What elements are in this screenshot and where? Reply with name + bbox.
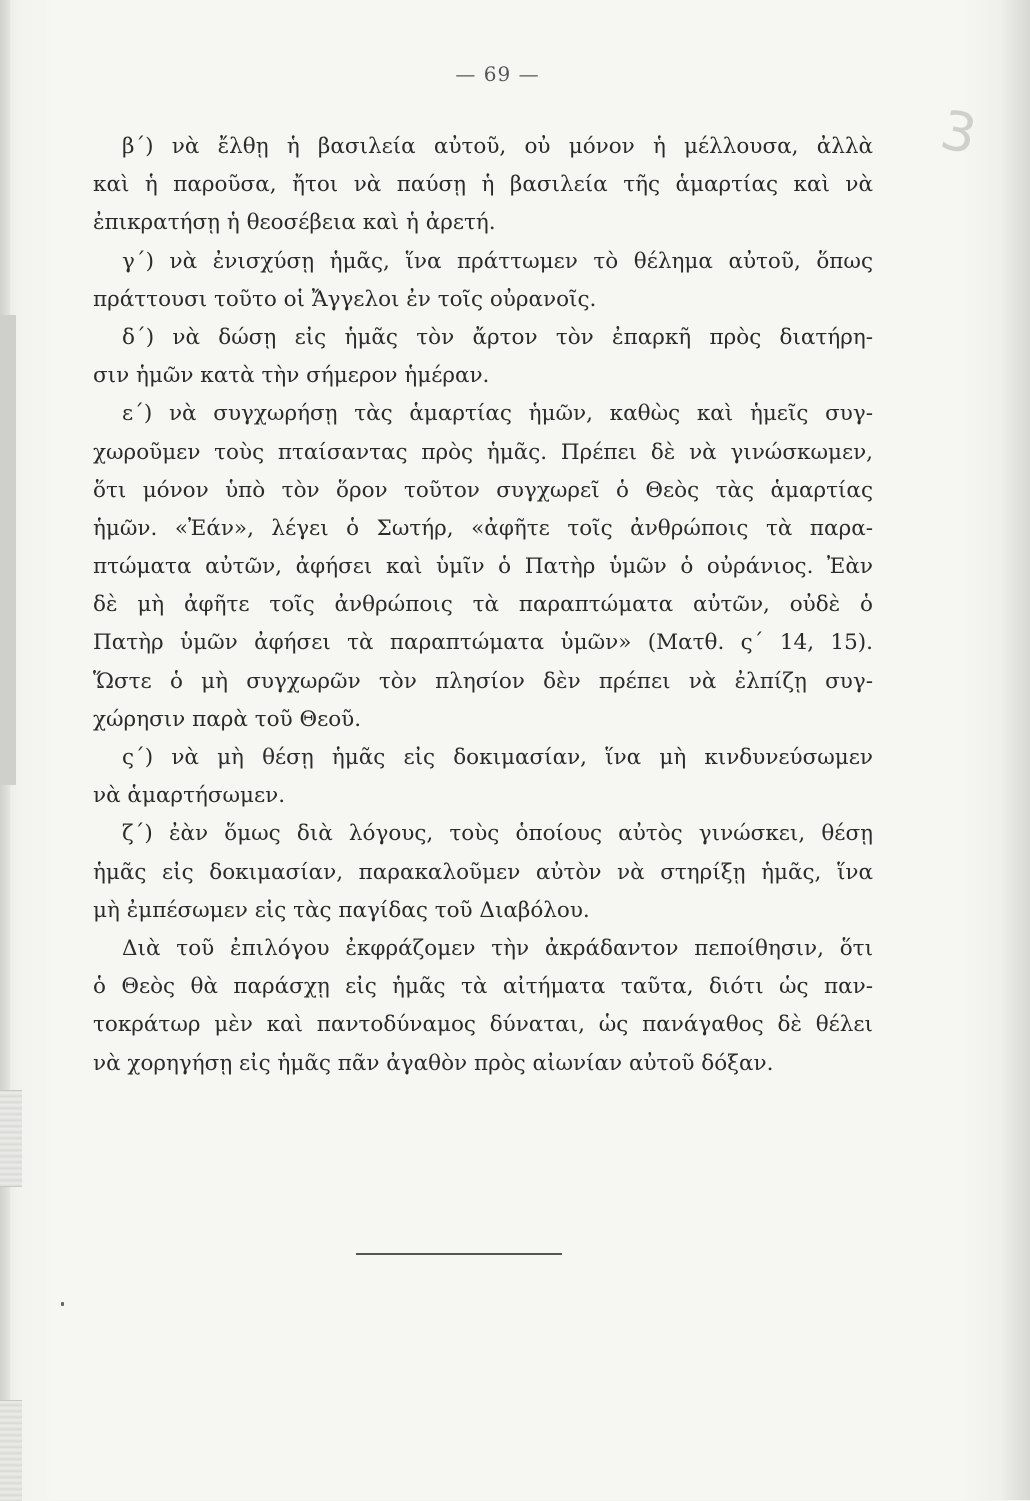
- text-line: γ΄) νὰ ἐνισχύσῃ ἡμᾶς, ἵνα πράττωμεν τὸ θέλημα αὐτοῦ, ὅπως: [122, 248, 873, 274]
- text-line: νὰ χορηγήσῃ εἰς ἡμᾶς πᾶν ἀγαθὸν πρὸς αἰωνίαν αὐτοῦ δόξαν.: [93, 1050, 774, 1076]
- section-rule: [356, 1253, 562, 1255]
- text-line: νὰ ἁμαρτήσωμεν.: [93, 783, 286, 809]
- text-line: ὁ Θεὸς θὰ παράσχῃ εἰς ἡμᾶς τὰ αἰτήματα ταῦτα, διότι ὡς παν-: [93, 974, 873, 1000]
- text-line: Διὰ τοῦ ἐπιλόγου ἐκφράζομεν τὴν ἀκράδαντον πεποίθησιν, ὅτι: [122, 935, 873, 961]
- text-line: Πατὴρ ὑμῶν ἀφήσει τὰ παραπτώματα ὑμῶν» (Ματθ. ς΄ 14, 15).: [93, 630, 873, 656]
- text-line: πράττουσι τοῦτο οἱ Ἄγγελοι ἐν τοῖς οὐρανοῖς.: [93, 286, 597, 312]
- text-line: ἡμῶν. «Ἐάν», λέγει ὁ Σωτήρ, «ἀφῆτε τοῖς ἀνθρώποις τὰ παρα-: [93, 515, 873, 541]
- ink-speck: [61, 1302, 64, 1306]
- text-line: καὶ ἡ παροῦσα, ἤτοι νὰ παύσῃ ἡ βασιλεία τῆς ἁμαρτίας καὶ νὰ: [93, 172, 873, 198]
- binding-strip: [0, 315, 16, 785]
- text-line: Ὥστε ὁ μὴ συγχωρῶν τὸν πλησίον δὲν πρέπει νὰ ἐλπίζῃ συγ-: [93, 668, 873, 694]
- binding-tape-top: [0, 1090, 22, 1187]
- text-line: ἡμᾶς εἰς δοκιμασίαν, παρακαλοῦμεν αὐτὸν νὰ στηρίξῃ ἡμᾶς, ἵνα: [93, 859, 873, 885]
- pencil-mark: 3: [935, 97, 982, 167]
- binding-tape-bottom: [0, 1400, 22, 1501]
- page-number: — 69 —: [455, 62, 540, 86]
- text-line: β΄) νὰ ἔλθῃ ἡ βασιλεία αὐτοῦ, οὐ μόνον ἡ μέλλουσα, ἀλλὰ: [122, 134, 873, 159]
- text-line: δ΄) νὰ δώσῃ εἰς ἡμᾶς τὸν ἄρτον τὸν ἐπαρκῆ πρὸς διατήρη-: [122, 324, 873, 350]
- text-line: δὲ μὴ ἀφῆτε τοῖς ἀνθρώποις τὰ παραπτώματα αὐτῶν, οὐδὲ ὁ: [93, 592, 873, 618]
- text-line: ε΄) νὰ συγχωρήσῃ τὰς ἁμαρτίας ἡμῶν, καθὼς καὶ ἡμεῖς συγ-: [122, 401, 873, 427]
- text-line: χώρησιν παρὰ τοῦ Θεοῦ.: [93, 706, 362, 732]
- text-line: μὴ ἐμπέσωμεν εἰς τὰς παγίδας τοῦ Διαβόλου.: [93, 897, 590, 923]
- text-line: τοκράτωρ μὲν καὶ παντοδύναμος δύναται, ὡς πανάγαθος δὲ θέλει: [93, 1012, 873, 1038]
- text-line: ἐπικρατήσῃ ἡ θεοσέβεια καὶ ἡ ἀρετή.: [93, 210, 496, 236]
- text-line: ς΄) νὰ μὴ θέσῃ ἡμᾶς εἰς δοκιμασίαν, ἵνα μὴ κινδυνεύσωμεν: [122, 745, 873, 770]
- text-line: ζ΄) ἐὰν ὅμως διὰ λόγους, τοὺς ὁποίους αὐτὸς γινώσκει, θέσῃ: [122, 821, 873, 847]
- text-line: χωροῦμεν τοὺς πταίσαντας πρὸς ἡμᾶς. Πρέπει δὲ νὰ γινώσκωμεν,: [93, 439, 873, 465]
- text-line: πτώματα αὐτῶν, ἀφήσει καὶ ὑμῖν ὁ Πατὴρ ὑμῶν ὁ οὐράνιος. Ἐὰν: [93, 554, 873, 580]
- text-line: σιν ἡμῶν κατὰ τὴν σήμερον ἡμέραν.: [93, 363, 490, 389]
- text-line: ὅτι μόνον ὑπὸ τὸν ὅρον τοῦτον συγχωρεῖ ὁ Θεὸς τὰς ἁμαρτίας: [93, 477, 873, 503]
- page-right-shadow: [1000, 0, 1030, 1500]
- body-text: [93, 128, 873, 1083]
